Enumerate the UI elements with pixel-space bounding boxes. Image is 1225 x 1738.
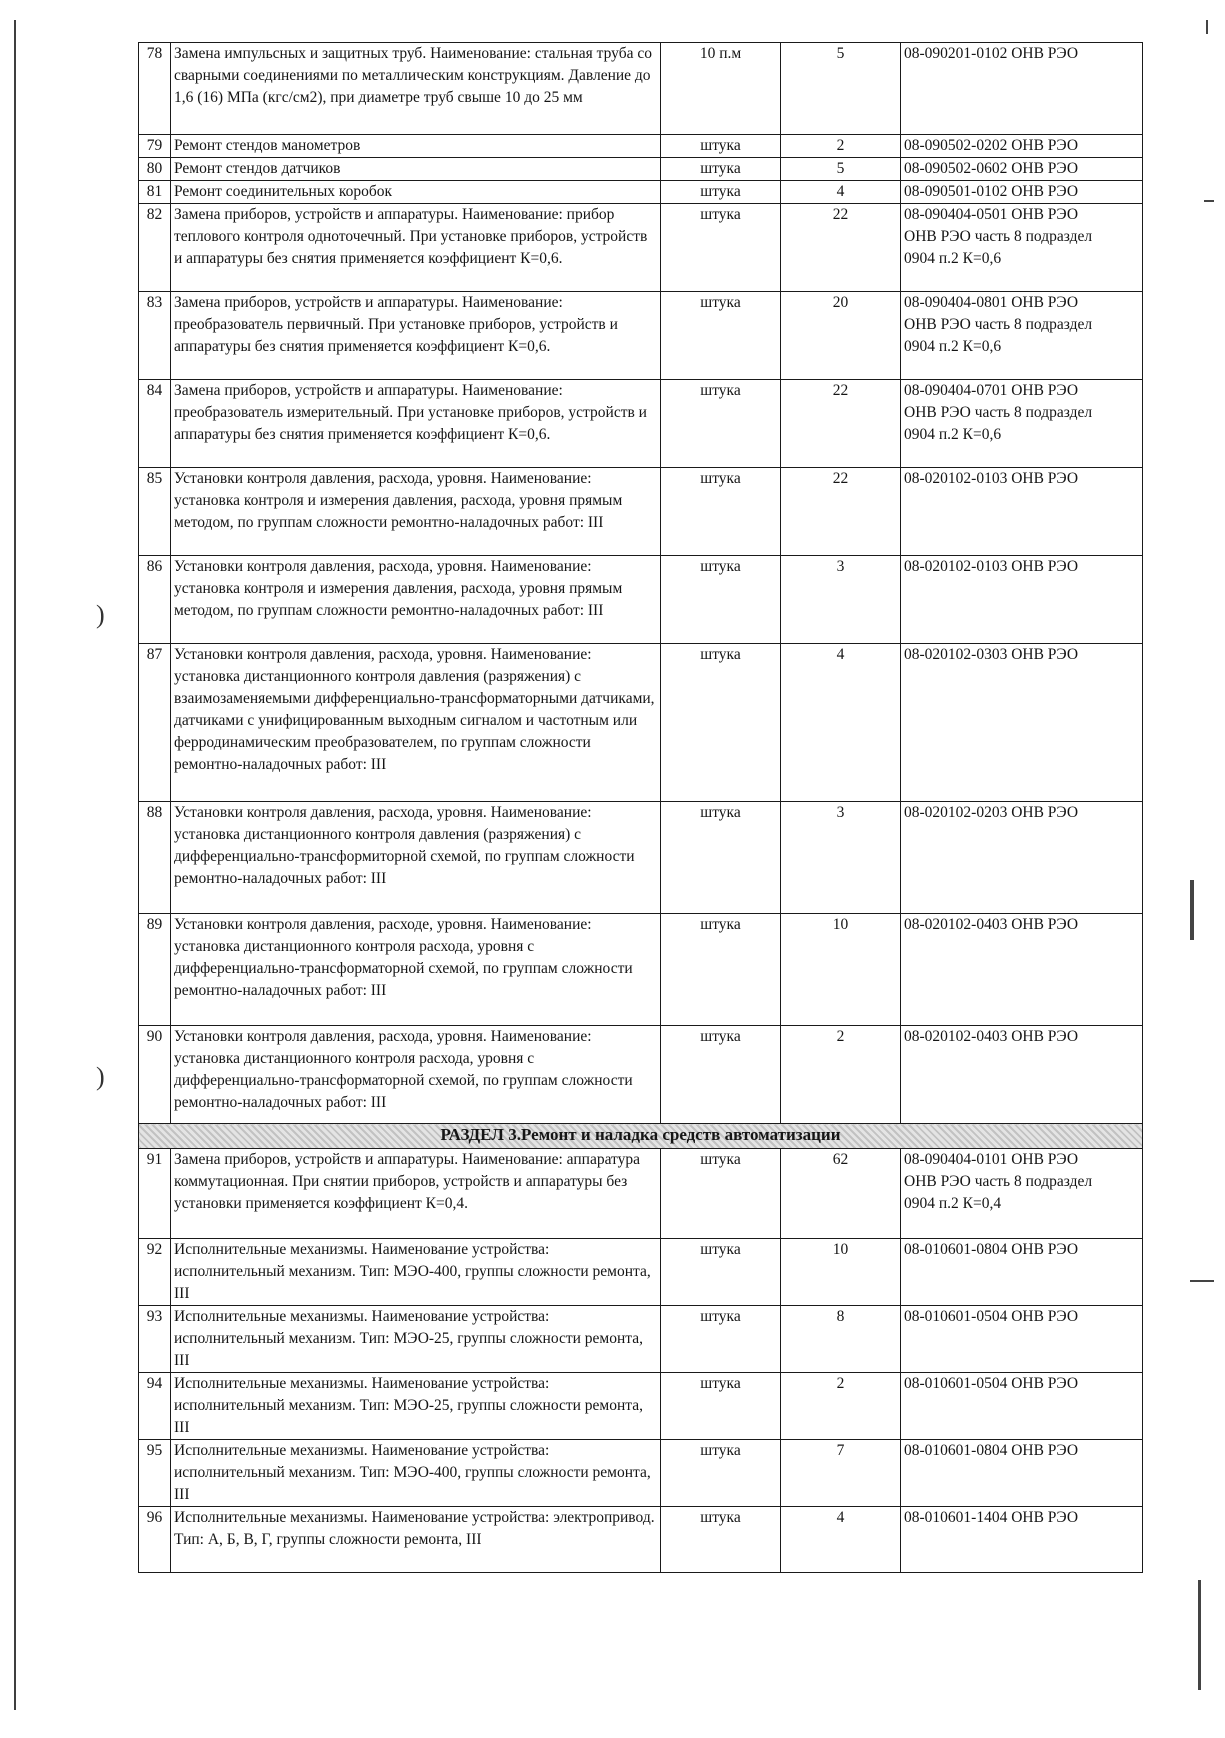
norm-code-line: 08-020102-0403 ОНВ РЭО bbox=[904, 1028, 1079, 1045]
row-number: 89 bbox=[139, 914, 171, 1026]
row-quantity: 4 bbox=[781, 181, 901, 204]
row-norm-code bbox=[901, 135, 1143, 158]
row-description: Замена импульсных и защитных труб. Наименование: стальная труба со сварными соединениями по металлическим конструкциям. Давление до 1,6 (16) МПа (кгс/см2), при диаметре труб свыше 10 до 25 мм bbox=[171, 43, 661, 135]
row-description: Исполнительные механизмы. Наименование устройства: исполнительный механизм. Тип: МЭО-25, группы сложности ремонта, III bbox=[171, 1306, 661, 1373]
table-row bbox=[139, 1507, 1143, 1573]
row-quantity: 5 bbox=[781, 43, 901, 135]
row-number: 82 bbox=[139, 204, 171, 292]
row-description: Исполнительные механизмы. Наименование устройства: исполнительный механизм. Тип: МЭО-400, группы сложности ремонта, III bbox=[171, 1239, 661, 1306]
section-header-body bbox=[139, 1124, 1143, 1149]
row-description: Ремонт соединительных коробок bbox=[171, 181, 661, 204]
row-quantity: 2 bbox=[781, 1373, 901, 1440]
row-quantity: 4 bbox=[781, 644, 901, 802]
row-number: 85 bbox=[139, 468, 171, 556]
norm-code-line: ОНВ РЭО часть 8 подраздел bbox=[904, 228, 1093, 245]
table-row bbox=[139, 43, 1143, 135]
row-description: Исполнительные механизмы. Наименование устройства: исполнительный механизм. Тип: МЭО-400, группы сложности ремонта, III bbox=[171, 1440, 661, 1507]
norm-code-line: 08-090502-0602 ОНВ РЭО bbox=[904, 160, 1079, 177]
row-unit: штука bbox=[661, 1026, 781, 1124]
row-norm-code bbox=[901, 644, 1143, 802]
row-description: Установки контроля давления, расхода, уровня. Наименование: установка контроля и измерения давления, расхода, уровня прямым методом, по группам сложности ремонтно-наладочных работ: III bbox=[171, 556, 661, 644]
scan-artifact bbox=[1204, 200, 1214, 202]
row-description: Ремонт стендов манометров bbox=[171, 135, 661, 158]
row-norm-code bbox=[901, 181, 1143, 204]
norm-code-line: 08-010601-1404 ОНВ РЭО bbox=[904, 1509, 1079, 1526]
row-quantity: 10 bbox=[781, 914, 901, 1026]
row-number: 91 bbox=[139, 1149, 171, 1239]
norm-code-line: 08-010601-0804 ОНВ РЭО bbox=[904, 1442, 1079, 1459]
table-row bbox=[139, 380, 1143, 468]
row-number: 83 bbox=[139, 292, 171, 380]
norm-code-line: 08-090201-0102 ОНВ РЭО bbox=[904, 45, 1079, 62]
norm-code-line: 08-090404-0701 ОНВ РЭО bbox=[904, 382, 1079, 399]
row-number: 90 bbox=[139, 1026, 171, 1124]
table-body-before-section bbox=[139, 43, 1143, 1124]
row-norm-code bbox=[901, 468, 1143, 556]
row-unit: штука bbox=[661, 135, 781, 158]
row-unit: штука bbox=[661, 914, 781, 1026]
row-unit: штука bbox=[661, 556, 781, 644]
norm-code-line: 08-020102-0203 ОНВ РЭО bbox=[904, 804, 1079, 821]
row-number: 81 bbox=[139, 181, 171, 204]
norm-code-line: 08-090404-0101 ОНВ РЭО bbox=[904, 1151, 1079, 1168]
row-unit: штука bbox=[661, 802, 781, 914]
norm-code-line: 08-090404-0801 ОНВ РЭО bbox=[904, 294, 1079, 311]
row-description: Замена приборов, устройств и аппаратуры. Наименование: прибор теплового контроля одноточечный. При установке приборов, устройств и аппаратуры без снятия применяется коэффициент К=0,6. bbox=[171, 204, 661, 292]
row-quantity: 20 bbox=[781, 292, 901, 380]
row-description: Замена приборов, устройств и аппаратуры. Наименование: преобразователь первичный. При установке приборов, устройств и аппаратуры без снятия применяется коэффициент К=0,6. bbox=[171, 292, 661, 380]
table-row bbox=[139, 802, 1143, 914]
row-norm-code bbox=[901, 1149, 1143, 1239]
row-quantity: 5 bbox=[781, 158, 901, 181]
estimate-table bbox=[138, 42, 1143, 1573]
table-row bbox=[139, 181, 1143, 204]
row-unit: штука bbox=[661, 1306, 781, 1373]
row-description: Установки контроля давления, расхода, уровня. Наименование: установка дистанционного контроля расхода, уровня с дифференциально-трансформаторной схемой, по группам сложности ремонтно-наладочных работ: III bbox=[171, 1026, 661, 1124]
row-number: 95 bbox=[139, 1440, 171, 1507]
scan-artifact bbox=[1198, 1580, 1201, 1690]
norm-code-line: 0904 п.2 К=0,4 bbox=[904, 1195, 1002, 1212]
row-unit: штука bbox=[661, 204, 781, 292]
row-norm-code bbox=[901, 914, 1143, 1026]
row-norm-code bbox=[901, 1306, 1143, 1373]
table-row bbox=[139, 1239, 1143, 1306]
row-norm-code bbox=[901, 380, 1143, 468]
row-number: 87 bbox=[139, 644, 171, 802]
norm-code-line: 08-020102-0103 ОНВ РЭО bbox=[904, 470, 1079, 487]
row-norm-code bbox=[901, 43, 1143, 135]
row-unit: штука bbox=[661, 181, 781, 204]
row-unit: штука bbox=[661, 1373, 781, 1440]
table-row bbox=[139, 1149, 1143, 1239]
scan-artifact bbox=[1190, 1280, 1214, 1282]
table-row bbox=[139, 204, 1143, 292]
row-quantity: 10 bbox=[781, 1239, 901, 1306]
row-norm-code bbox=[901, 1026, 1143, 1124]
row-number: 93 bbox=[139, 1306, 171, 1373]
table-row bbox=[139, 158, 1143, 181]
row-unit: штука bbox=[661, 1440, 781, 1507]
row-description: Установки контроля давления, расхода, уровня. Наименование: установка дистанционного контроля давления (разряжения) с дифференциально-трансформиторной схемой, по группам сложности ремонтно-наладочных работ: III bbox=[171, 802, 661, 914]
norm-code-line: 0904 п.2 К=0,6 bbox=[904, 426, 1002, 443]
norm-code-line: 08-020102-0303 ОНВ РЭО bbox=[904, 646, 1079, 663]
row-number: 84 bbox=[139, 380, 171, 468]
row-description: Ремонт стендов датчиков bbox=[171, 158, 661, 181]
section-title: РАЗДЕЛ 3.Ремонт и наладка средств автоматизации bbox=[139, 1124, 1143, 1149]
norm-code-line: 08-090502-0202 ОНВ РЭО bbox=[904, 137, 1079, 154]
row-norm-code bbox=[901, 204, 1143, 292]
norm-code-line: 0904 п.2 К=0,6 bbox=[904, 338, 1002, 355]
row-quantity: 22 bbox=[781, 468, 901, 556]
row-quantity: 3 bbox=[781, 802, 901, 914]
row-description: Замена приборов, устройств и аппаратуры. Наименование: аппаратура коммутационная. При снятии приборов, устройств и аппаратуры без установки применяется коэффициент К=0,4. bbox=[171, 1149, 661, 1239]
row-description: Установки контроля давления, расхода, уровня. Наименование: установка дистанционного контроля давления (разряжения) с взаимозаменяемыми дифференциально-трансформаторными датчиками, датчиками с унифицированным выходным сигналом и частотным или ферродинамическим преобразователем, по группам сложности ремонтно-наладочных работ: III bbox=[171, 644, 661, 802]
norm-code-line: ОНВ РЭО часть 8 подраздел bbox=[904, 316, 1093, 333]
row-norm-code bbox=[901, 1507, 1143, 1573]
table-body-after-section bbox=[139, 1149, 1143, 1573]
row-description: Установки контроля давления, расходе, уровня. Наименование: установка дистанционного контроля расхода, уровня с дифференциально-трансформаторной схемой, по группам сложности ремонтно-наладочных работ: III bbox=[171, 914, 661, 1026]
row-quantity: 7 bbox=[781, 1440, 901, 1507]
norm-code-line: 08-090404-0501 ОНВ РЭО bbox=[904, 206, 1079, 223]
row-norm-code bbox=[901, 1440, 1143, 1507]
table-row bbox=[139, 292, 1143, 380]
table-row bbox=[139, 468, 1143, 556]
table-row bbox=[139, 644, 1143, 802]
row-unit: штука bbox=[661, 292, 781, 380]
row-number: 88 bbox=[139, 802, 171, 914]
row-unit: штука bbox=[661, 158, 781, 181]
row-description: Замена приборов, устройств и аппаратуры. Наименование: преобразователь измерительный. При установке приборов, устройств и аппаратуры без снятия применяется коэффициент К=0,6. bbox=[171, 380, 661, 468]
row-unit: штука bbox=[661, 644, 781, 802]
row-norm-code bbox=[901, 292, 1143, 380]
row-quantity: 3 bbox=[781, 556, 901, 644]
row-norm-code bbox=[901, 1239, 1143, 1306]
row-norm-code bbox=[901, 556, 1143, 644]
row-description: Исполнительные механизмы. Наименование устройства: электропривод. Тип: А, Б, В, Г, группы сложности ремонта, III bbox=[171, 1507, 661, 1573]
scan-artifact bbox=[1190, 880, 1194, 940]
table-row bbox=[139, 135, 1143, 158]
table-row bbox=[139, 556, 1143, 644]
table-row bbox=[139, 914, 1143, 1026]
table-row bbox=[139, 1440, 1143, 1507]
norm-code-line: 08-010601-0504 ОНВ РЭО bbox=[904, 1308, 1079, 1325]
row-norm-code bbox=[901, 158, 1143, 181]
norm-code-line: 08-020102-0103 ОНВ РЭО bbox=[904, 558, 1079, 575]
left-margin-line bbox=[14, 20, 16, 1710]
norm-code-line: 08-020102-0403 ОНВ РЭО bbox=[904, 916, 1079, 933]
row-number: 80 bbox=[139, 158, 171, 181]
row-norm-code bbox=[901, 802, 1143, 914]
row-quantity: 4 bbox=[781, 1507, 901, 1573]
table-row bbox=[139, 1306, 1143, 1373]
norm-code-line: ОНВ РЭО часть 8 подраздел bbox=[904, 404, 1093, 421]
row-unit: 10 п.м bbox=[661, 43, 781, 135]
row-number: 79 bbox=[139, 135, 171, 158]
scan-artifact bbox=[1206, 20, 1208, 34]
norm-code-line: ОНВ РЭО часть 8 подраздел bbox=[904, 1173, 1093, 1190]
row-quantity: 22 bbox=[781, 380, 901, 468]
row-number: 86 bbox=[139, 556, 171, 644]
row-quantity: 2 bbox=[781, 135, 901, 158]
row-quantity: 22 bbox=[781, 204, 901, 292]
section-header-row bbox=[139, 1124, 1143, 1149]
table-row bbox=[139, 1373, 1143, 1440]
row-unit: штука bbox=[661, 1507, 781, 1573]
norm-code-line: 08-010601-0804 ОНВ РЭО bbox=[904, 1241, 1079, 1258]
row-number: 94 bbox=[139, 1373, 171, 1440]
row-norm-code bbox=[901, 1373, 1143, 1440]
table-row bbox=[139, 1026, 1143, 1124]
row-unit: штука bbox=[661, 1149, 781, 1239]
row-unit: штука bbox=[661, 1239, 781, 1306]
norm-code-line: 08-090501-0102 ОНВ РЭО bbox=[904, 183, 1079, 200]
norm-code-line: 0904 п.2 К=0,6 bbox=[904, 250, 1002, 267]
row-number: 78 bbox=[139, 43, 171, 135]
row-number: 96 bbox=[139, 1507, 171, 1573]
margin-mark: ) bbox=[96, 600, 105, 629]
row-unit: штука bbox=[661, 468, 781, 556]
margin-mark: ) bbox=[96, 1062, 105, 1091]
row-quantity: 62 bbox=[781, 1149, 901, 1239]
row-number: 92 bbox=[139, 1239, 171, 1306]
row-quantity: 2 bbox=[781, 1026, 901, 1124]
row-quantity: 8 bbox=[781, 1306, 901, 1373]
row-description: Исполнительные механизмы. Наименование устройства: исполнительный механизм. Тип: МЭО-25, группы сложности ремонта, III bbox=[171, 1373, 661, 1440]
row-description: Установки контроля давления, расхода, уровня. Наименование: установка контроля и измерения давления, расхода, уровня прямым методом, по группам сложности ремонтно-наладочных работ: III bbox=[171, 468, 661, 556]
row-unit: штука bbox=[661, 380, 781, 468]
norm-code-line: 08-010601-0504 ОНВ РЭО bbox=[904, 1375, 1079, 1392]
